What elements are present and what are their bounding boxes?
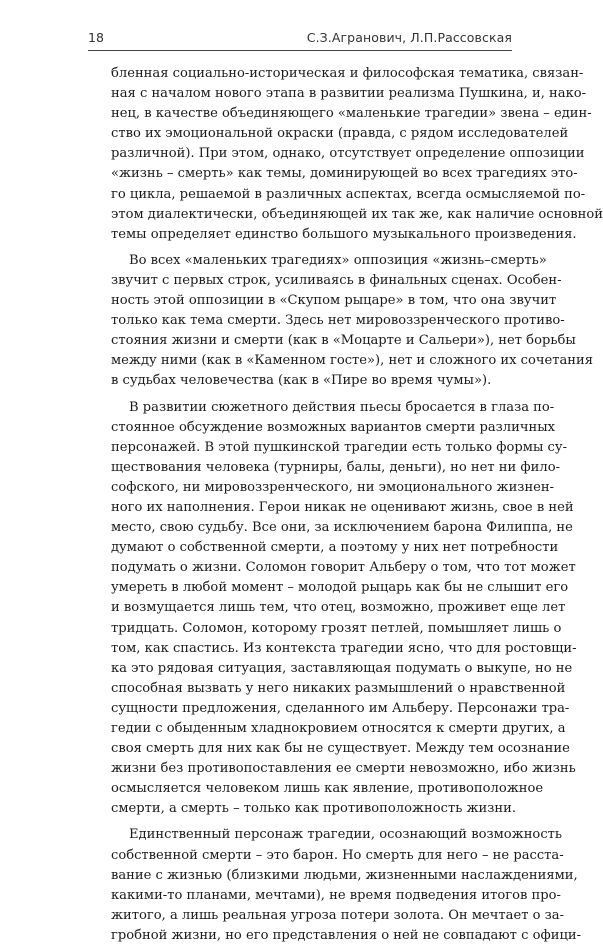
text-line: бленная социально-историческая и философская тематика, связан- bbox=[111, 66, 584, 81]
text-line: персонажей. В этой пушкинской трагедии есть только формы су- bbox=[111, 439, 567, 455]
text-line: только как тема смерти. Здесь нет мировоззренческого противо- bbox=[111, 313, 565, 329]
text-line: способная вызвать у него никаких размышлений о нравственной bbox=[111, 680, 566, 696]
text-line: стоянное обсуждение возможных вариантов смерти различных bbox=[111, 419, 556, 435]
text-line: этом диалектически, объединяющей их так же, как наличие основной bbox=[111, 206, 603, 222]
text-line: умереть в любой момент – молодой рыцарь как бы не слышит его bbox=[111, 580, 569, 596]
text-line: смерти, а смерть – только как противоположность жизни. bbox=[111, 801, 517, 817]
text-line: думают о собственной смерти, а поэтому у них нет потребности bbox=[111, 540, 559, 556]
paragraph bbox=[111, 251, 594, 392]
text-line: ность этой оппозиции в «Скупом рыцаре» в том, что она звучит bbox=[111, 293, 557, 309]
running-header-authors: С.З.Агранович, Л.П.Рассовская bbox=[306, 30, 512, 45]
text-line: ка это рядовая ситуация, заставляющая подумать о выкупе, но не bbox=[111, 660, 573, 676]
text-line: различной). При этом, однако, отсутствует определение оппозиции bbox=[111, 146, 585, 162]
text-line: «жизнь – смерть» как темы, доминирующей во всех трагедиях это- bbox=[111, 166, 578, 182]
text-line: своя смерть для них как бы не существует. Между тем осознание bbox=[111, 741, 570, 757]
text-line: ство их эмоциональной окраски (правда, с рядом исследователей bbox=[111, 126, 569, 142]
text-line: темы определяет единство большого музыкального произведения. bbox=[111, 226, 577, 242]
text-line: сущности предложения, сделанного им Альберу. Персонажи тра- bbox=[111, 700, 570, 716]
text-line: нец, в качестве объединяющего «маленькие трагедии» звена – един- bbox=[111, 106, 592, 122]
text-line: место, свою судьбу. Все они, за исключением барона Филиппа, не bbox=[111, 520, 573, 536]
text-line: софского, ни мировоззренческого, ни эмоционального жизнен- bbox=[111, 479, 555, 495]
text-line: ная с началом нового этапа в развитии реализма Пушкина, и, нако- bbox=[111, 86, 587, 102]
text-line: собственной смерти – это барон. Но смерть для него – не расста- bbox=[111, 847, 564, 863]
text-line: Во всех «маленьких трагедиях» оппозиция «жизнь–смерть» bbox=[129, 252, 547, 268]
paragraph bbox=[111, 825, 582, 946]
text-line: гедии с обыденным хладнокровием относятся к смерти других, а bbox=[111, 721, 566, 736]
text-line: осмысляется человеком лишь как явление, противоположное bbox=[111, 781, 544, 797]
text-line: ного их наполнения. Герои никак не оценивают жизнь, свое в ней bbox=[111, 499, 574, 515]
text-line: том, как спастись. Из контекста трагедии ясно, что для ростовщи- bbox=[111, 640, 577, 656]
text-line: какими-то планами, мечтами), не время подведения итогов про- bbox=[111, 887, 561, 903]
text-line: звучит с первых строк, усиливаясь в финальных сценах. Особен- bbox=[111, 272, 562, 288]
text-line: вание с жизнью (близкими людьми, жизненными наслаждениями, bbox=[111, 867, 578, 883]
text-line: ществования человека (турниры, балы, деньги), но нет ни фило- bbox=[111, 459, 561, 475]
text-line: гробной жизни, но его представления о ней не совпадают с офици- bbox=[111, 927, 582, 943]
text-line: го цикла, решаемой в различных аспектах, всегда осмысляемой по- bbox=[111, 186, 586, 202]
text-line: стояния жизни и смерти (как в «Моцарте и Сальери»), нет борьбы bbox=[111, 333, 576, 349]
text-line: в судьбах человечества (как в «Пире во время чумы»). bbox=[111, 373, 492, 389]
paragraph bbox=[111, 398, 577, 820]
text-line: В развитии сюжетного действия пьесы бросается в глаза по- bbox=[129, 399, 555, 415]
body-text bbox=[111, 64, 603, 946]
text-line: житого, а лишь реальная угроза потери золота. Он мечтает о за- bbox=[111, 907, 565, 923]
paragraph bbox=[111, 64, 603, 245]
text-line: и возмущается лишь тем, что отец, возможно, проживет еще лет bbox=[111, 600, 566, 616]
text-line: жизни без противопоставления ее смерти невозможно, ибо жизнь bbox=[111, 761, 576, 777]
text-line: между ними (как в «Каменном госте»), нет и сложного их сочетания bbox=[111, 353, 594, 369]
text-line: тридцать. Соломон, которому грозят петлей, помышляет лишь о bbox=[111, 620, 562, 636]
text-line: подумать о жизни. Соломон говорит Альберу о том, что тот может bbox=[111, 560, 576, 576]
text-line: Единственный персонаж трагедии, осознающий возможность bbox=[129, 827, 563, 843]
running-header bbox=[88, 30, 512, 48]
header-rule bbox=[88, 50, 512, 51]
page-number: 18 bbox=[88, 30, 104, 45]
